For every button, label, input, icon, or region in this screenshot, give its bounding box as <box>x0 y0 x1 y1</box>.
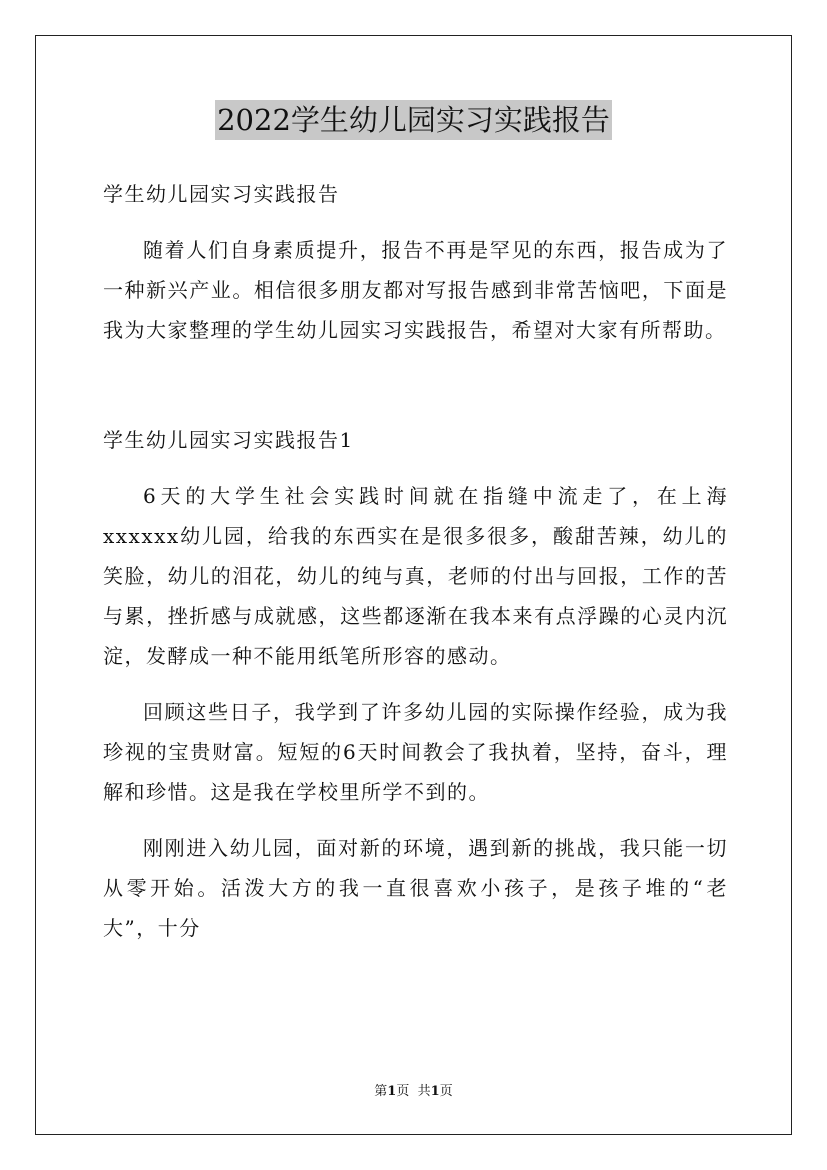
intro-paragraph: 随着人们自身素质提升，报告不再是罕见的东西，报告成为了一种新兴产业。相信很多朋友都对写报告感到非常苦恼吧，下面是我为大家整理的学生幼儿园实习实践报告，希望对大家有所帮助。 <box>103 238 728 342</box>
document-subtitle: 学生幼儿园实习实践报告 <box>103 182 340 206</box>
body-paragraph-2: 回顾这些日子，我学到了许多幼儿园的实际操作经验，成为我珍视的宝贵财富。短短的6天时间教会了我执着，坚持，奋斗，理解和珍惜。这是我在学校里所学不到的。 <box>103 700 728 804</box>
document-body <box>103 174 728 948</box>
page-number: 1 <box>387 1084 397 1099</box>
page-prefix: 第 <box>374 1084 388 1099</box>
body-paragraph-1: 6天的大学生社会实践时间就在指缝中流走了，在上海xxxxxx幼儿园，给我的东西实在是很多很多，酸甜苦辣，幼儿的笑脸，幼儿的泪花，幼儿的纯与真，老师的付出与回报，工作的苦与累，挫折感与成就感，这些都逐渐在我本来有点浮躁的心灵内沉淀，发酵成一种不能用纸笔所形容的感动。 <box>103 484 728 668</box>
spacer <box>103 460 728 476</box>
spacer <box>103 214 728 230</box>
total-pages: 1 <box>430 1084 440 1099</box>
body-paragraph-3: 刚刚进入幼儿园，面对新的环境，遇到新的挑战，我只能一切从零开始。活泼大方的我一直很喜欢小孩子，是孩子堆的“老大”，十分 <box>103 836 728 940</box>
spacer <box>103 812 728 828</box>
section-heading: 学生幼儿园实习实践报告1 <box>103 428 354 452</box>
total-prefix: 共 <box>417 1084 431 1099</box>
page-suffix: 页 <box>396 1084 410 1099</box>
total-suffix: 页 <box>439 1084 453 1099</box>
document-title-wrap <box>0 100 827 140</box>
document-title: 2022学生幼儿园实习实践报告 <box>215 100 612 140</box>
spacer <box>103 350 728 420</box>
page-footer <box>0 1082 827 1102</box>
spacer <box>103 676 728 692</box>
